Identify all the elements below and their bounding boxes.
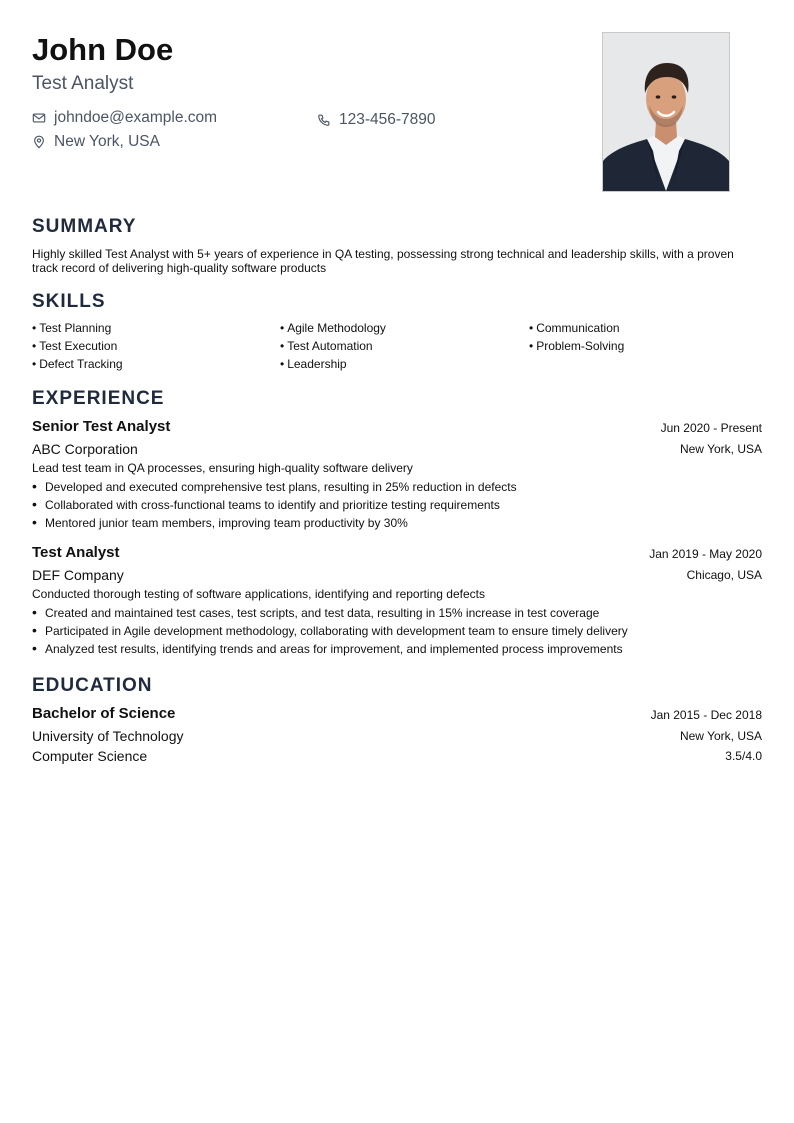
profile-photo: [602, 32, 730, 192]
contact-email[interactable]: [32, 109, 217, 127]
education-gpa: 3.5/4.0: [725, 749, 762, 763]
job-dates: Jan 2019 - May 2020: [649, 547, 762, 561]
skill-item: • Test Planning: [32, 321, 111, 335]
location-pin-icon: [32, 135, 46, 149]
experience-heading: EXPERIENCE: [32, 388, 165, 409]
job-title: Test Analyst: [32, 544, 120, 561]
job-bullet-text: Collaborated with cross-functional teams to identify and prioritize testing requirements: [45, 498, 500, 512]
job-bullet-text: Mentored junior team members, improving team productivity by 30%: [45, 516, 408, 530]
portrait-image: [603, 33, 729, 191]
job-location: New York, USA: [679, 442, 762, 456]
phone-text: 123-456-7890: [339, 111, 436, 128]
job-bullet-text: Developed and executed comprehensive test plans, resulting in 25% reduction in defects: [45, 480, 517, 494]
candidate-name: John Doe: [32, 32, 174, 67]
job-company: ABC Corporation: [32, 441, 138, 457]
skill-item: • Test Execution: [32, 339, 117, 353]
mail-icon: [32, 111, 46, 125]
job-description: Lead test team in QA processes, ensuring high-quality software delivery: [32, 461, 413, 475]
job-description: Conducted thorough testing of software applications, identifying and reporting defects: [32, 587, 485, 601]
education-heading: EDUCATION: [32, 675, 153, 696]
job-bullet: • Participated in Agile development methodology, collaborating with development team to ensure timely delivery: [32, 622, 628, 638]
job-bullet: • Analyzed test results, identifying trends and areas for improvement, and implemented process improvements: [32, 640, 623, 656]
job-bullet: • Mentored junior team members, improving team productivity by 30%: [32, 514, 408, 530]
skill-item: • Leadership: [280, 357, 347, 371]
summary-heading: SUMMARY: [32, 216, 137, 237]
skill-item: • Agile Methodology: [280, 321, 386, 335]
skill-item: • Communication: [529, 321, 620, 335]
job-bullet-text: Created and maintained test cases, test scripts, and test data, resulting in 15% increase in test coverage: [45, 606, 600, 620]
phone-icon: [317, 113, 331, 127]
candidate-role: Test Analyst: [32, 73, 134, 94]
skill-item: • Test Automation: [280, 339, 373, 353]
job-bullet-text: Participated in Agile development methodology, collaborating with development team to ensure timely delivery: [45, 624, 628, 638]
job-bullet: • Developed and executed comprehensive test plans, resulting in 25% reduction in defects: [32, 478, 517, 494]
school-name: University of Technology: [32, 728, 184, 744]
summary-text: Highly skilled Test Analyst with 5+ years of experience in QA testing, possessing strong technical and leadership skills, with a proven track record of delivering high-quality software products: [32, 247, 734, 275]
skill-item: • Defect Tracking: [32, 357, 123, 371]
location-text: New York, USA: [54, 133, 160, 150]
degree-title: Bachelor of Science: [32, 705, 176, 722]
education-location: New York, USA: [679, 729, 762, 743]
contact-phone[interactable]: [317, 111, 436, 129]
job-company: DEF Company: [32, 567, 124, 583]
job-dates: Jun 2020 - Present: [660, 421, 762, 435]
job-title: Senior Test Analyst: [32, 418, 171, 435]
job-location: Chicago, USA: [686, 568, 762, 582]
email-text: johndoe@example.com: [54, 109, 218, 126]
job-bullet-text: Analyzed test results, identifying trends and areas for improvement, and implemented process improvements: [45, 642, 623, 656]
contact-location: [32, 133, 160, 151]
skills-heading: SKILLS: [32, 291, 106, 312]
job-bullet: • Collaborated with cross-functional teams to identify and prioritize testing requirements: [32, 496, 500, 512]
education-dates: Jan 2015 - Dec 2018: [650, 708, 762, 722]
field-of-study: Computer Science: [32, 748, 148, 764]
skill-item: • Problem-Solving: [529, 339, 624, 353]
job-bullet: • Created and maintained test cases, test scripts, and test data, resulting in 15% increase in test coverage: [32, 604, 600, 620]
